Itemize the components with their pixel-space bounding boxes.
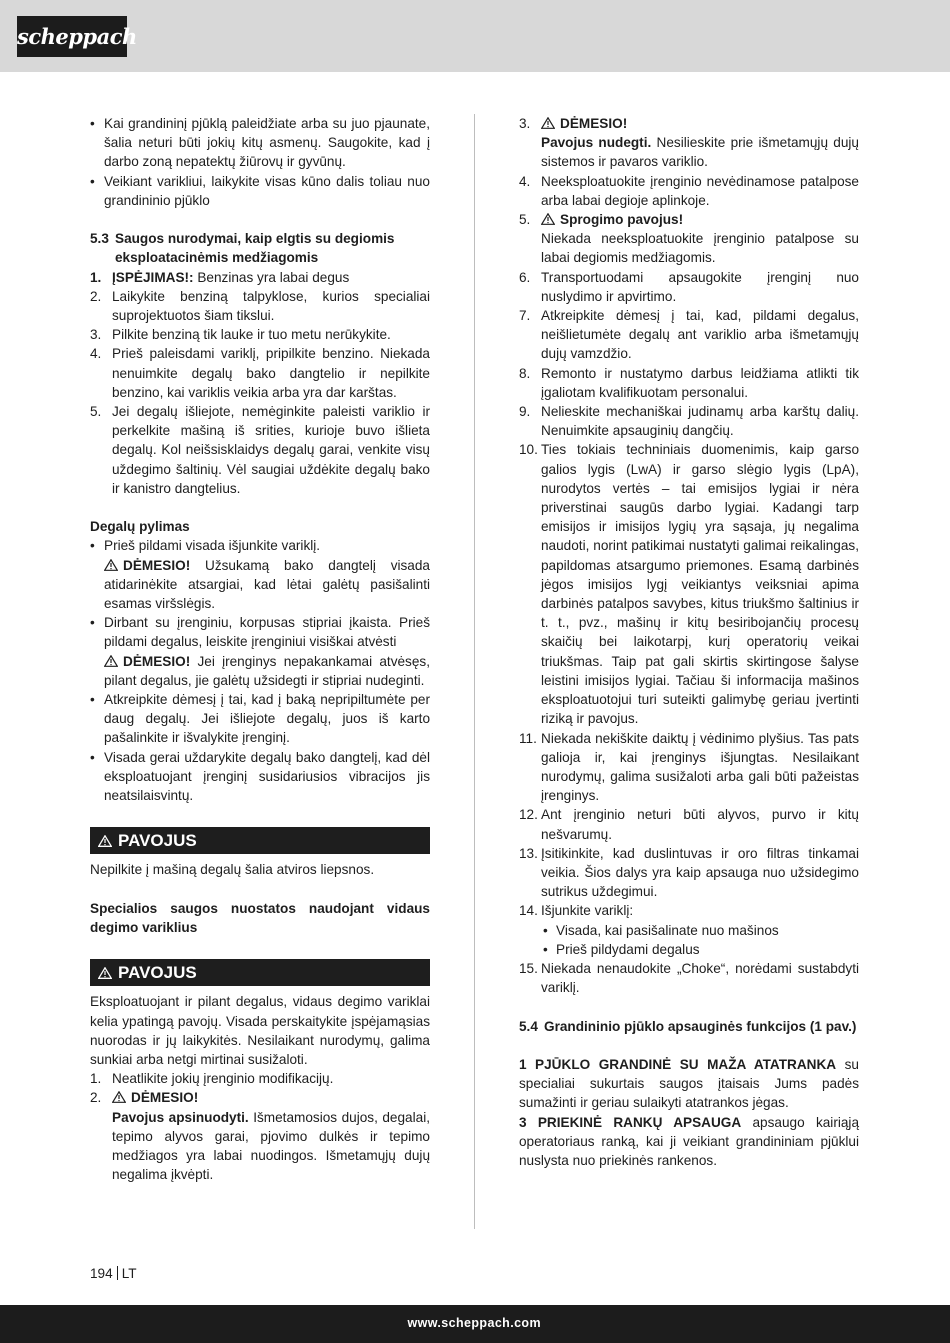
list-item: 4. Neeksploatuokite įrenginio nevėdinamose patalpose arba labai degioje aplinkoje. bbox=[519, 173, 859, 208]
danger-banner: PAVOJUS bbox=[90, 827, 430, 854]
list-item: 6. Transportuodami apsaugokite įrenginį nuo nuslydimo ir apvirtimo. bbox=[519, 269, 859, 304]
list-item: 8. Remonto ir nustatymo darbus leidžiama atlikti tik įgaliotam kvalifikuotam personalui. bbox=[519, 365, 859, 400]
list-item: 12. Ant įrenginio neturi būti alyvos, purvo ir kitų nešvarumų. bbox=[519, 807, 859, 842]
list-item: • Prieš pildami visada išjunkite variklį. bbox=[90, 536, 430, 555]
warning-icon bbox=[541, 117, 555, 129]
section-heading-5-4: 5.4 Grandininio pjūklo apsauginės funkcijos (1 pav.) bbox=[519, 1018, 857, 1034]
feature-text: 3 PRIEKINĖ RANKŲ APSAUGA apsaugo kairiąją operatoriaus ranką, kai ji veikiant grandininiam pjūklui nuslysta nuo priekinės rankenos. bbox=[519, 1114, 860, 1168]
section-heading-5-3: 5.3 Saugos nurodymai, kaip elgtis su degiomis eksploatacinėmis medžiagomis bbox=[90, 231, 395, 266]
list-item: 1. ĮSPĖJIMAS!: Benzinas yra labai degus bbox=[90, 269, 350, 285]
danger-text: Eksploatuojant ir pilant degalus, vidaus degimo variklai kelia ypatingą pavojų. Visada perskaitykite įspėjamąsias nuorodas ir jų laikykitės. Nesilaikant nurodymų, galima sunkiai arba netgi mirtinai susižaloti. bbox=[90, 994, 430, 1068]
list-item: 7. Atkreipkite dėmesį į tai, kad, pildami degalus, neišlietumėte degalų ant variklio arba išmetamųjų dujų vamzdžio. bbox=[519, 308, 859, 362]
warning-note: DĖMESIO! Jei įrenginys nepakankamai atvėsęs, pilant degalus, jie galėtų užsidegti ir stipriai nudeginti. bbox=[104, 653, 430, 688]
language-code: LT bbox=[121, 1266, 137, 1281]
warning-icon bbox=[112, 1091, 126, 1103]
list-item: • Atkreipkite dėmesį į tai, kad į baką nepripiltumėte per daug degalų. Jei išliejote degalų, juos iš karto pašalinkite ir išvalykite įrenginį. bbox=[90, 690, 430, 748]
list-item: 14. Išjunkite variklį: bbox=[519, 903, 634, 919]
warning-note: Pavojus nudegti. Nesilieskite prie išmetamųjų dujų sistemos ir pavaros variklio. bbox=[541, 135, 859, 170]
header-bar bbox=[0, 0, 950, 72]
list-item: 9. Nelieskite mechaniškai judinamų arba karštų dalių. Nenuimkite apsauginių dangčių. bbox=[519, 404, 859, 439]
warning-icon bbox=[541, 213, 555, 225]
special-heading: Specialios saugos nuostatos naudojant vidaus degimo variklius bbox=[90, 900, 430, 936]
fuel-heading: Degalų pylimas bbox=[90, 519, 190, 535]
warning-note: Niekada neeksploatuokite įrenginio patalpose su labai degiomis medžiagomis. bbox=[541, 231, 859, 266]
right-column bbox=[519, 114, 859, 1170]
list-item: • Visada gerai uždarykite degalų bako dangtelį, kad dėl eksploatuojant įrenginį susidariusios vibracijos jis neatsilaisvintų. bbox=[90, 748, 430, 806]
warning-icon bbox=[104, 559, 118, 571]
list-item: 13. Įsitikinkite, kad duslintuvas ir oro filtras tinkamai veikia. Šios dalys yra kaip apsauga nuo užsidegimo sutrikus uždegimui. bbox=[519, 845, 859, 900]
danger-banner: PAVOJUS bbox=[90, 959, 430, 986]
brand-logo: scheppach bbox=[17, 16, 127, 57]
list-item: • Veikiant varikliui, laikykite visas kūno dalis toliau nuo grandininio pjūklo bbox=[90, 172, 430, 210]
list-item: 2. Laikykite benziną talpyklose, kurios specialiai suprojektuotos šiam tikslui. bbox=[90, 288, 430, 324]
page-number: 194 bbox=[90, 1266, 113, 1281]
list-item: 4. Prieš paleisdami variklį, pripilkite benzino. Niekada nenuimkite degalų bako dangtelio ir nepilkite benzino, kai variklis veikia arba yra dar karštas. bbox=[90, 346, 430, 400]
list-item: 11. Niekada nekiškite daiktų į vėdinimo plyšius. Tas pats galioja ir, kai įrenginys išjungtas. Nesilaikant nurodymų, galima susižaloti arba gali būti pažeistas įrenginys. bbox=[519, 730, 859, 804]
warning-note: DĖMESIO! Užsukamą bako dangtelį visada atidarinėkite atsargiai, kad lėtai galėtų pasišalinti esamas viršslėgis. bbox=[104, 557, 430, 612]
warning-icon bbox=[98, 967, 112, 979]
feature-text: 1 PJŪKLO GRANDINĖ SU MAŽA ATATRANKA su specialiai sukurtais saugos įtaisais Jums padės sumažinti ir geriau sulaikyti atatrankos jėgas. bbox=[519, 1056, 859, 1111]
list-item: 5. Sprogimo pavojus! bbox=[519, 212, 684, 228]
footer-bar bbox=[0, 1305, 950, 1343]
website-link[interactable]: www.scheppach.com bbox=[407, 1316, 541, 1330]
list-item: 2. DĖMESIO! bbox=[90, 1090, 199, 1106]
column-divider bbox=[474, 114, 475, 1229]
list-item: • Dirbant su įrenginiu, korpusas stipriai įkaista. Prieš pildami degalus, leiskite įrenginiui visiškai atvėsti bbox=[90, 613, 430, 651]
left-column bbox=[90, 114, 430, 1184]
warning-icon bbox=[104, 655, 118, 667]
warning-icon bbox=[98, 835, 112, 847]
footer-separator bbox=[117, 1266, 118, 1280]
list-item: 5. Jei degalų išliejote, nemėginkite paleisti variklio ir perkelkite mašiną iš srities, kurioje buvo išlieta degalų. Kol neišsisklaidys degalų garai, venkite visų uždegimo šaltinių. Vėl saugiai uždėkite degalų bako ir kanistro dangtelius. bbox=[90, 404, 430, 496]
danger-text: Nepilkite į mašiną degalų šalia atviros liepsnos. bbox=[90, 862, 375, 878]
warning-note: Pavojus apsinuodyti. Išmetamosios dujos, degalai, tepimo alyvos garai, pjovimo dulkės ir tepimo medžiagos yra labai nuodingos. Išmetamųjų dujų negalima įkvėpti. bbox=[112, 1109, 430, 1183]
list-item: 3. Pilkite benziną tik lauke ir tuo metu nerūkykite. bbox=[90, 327, 391, 343]
list-item: • Prieš pildydami degalus bbox=[519, 940, 859, 959]
list-item: 10. Ties tokiais techniniais duomenimis, kaip garso galios lygis (LwA) ir garso slėgio lygis (LpA), nurodytos vertės – tai emisijos lygiai ir nėra priverstinai saugūs darbo lygiai. Kadangi tarp emisijos ir imisijos lygių yra sąsaja, jų negalima naudoti, norint patikimai nustatyti galimai reikalingas, papildomas atsargumo priemones. Esamą darbinės jėgos imisijos lygį veikiantys veiksniai apima darbinės patalpos savybes, kitus triukšmo šaltinius ir t. t., pvz., mašinų ir kitų besiribojančių procesų skaičių bei laikotarpį, kurį operatorių veikai triukšmas. Taip pat gali skirtis skirtingose šalyse leistini imisijos lygiai. Tačiau ši informacija mašinos eksploatuotojui turi suteikti galimybę geriau įvertinti riziką ir pavojus. bbox=[519, 442, 859, 727]
list-item: 15. Niekada nenaudokite „Choke“, norėdami sustabdyti variklį. bbox=[519, 960, 859, 996]
list-item: • Kai grandininį pjūklą paleidžiate arba su juo pjaunate, šalia neturi būti jokių kitų asmenų. Saugokite, kad į darbo zoną nepatektų žiūrovų ir gyvūnų. bbox=[90, 114, 430, 172]
list-item: • Visada, kai pasišalinate nuo mašinos bbox=[519, 921, 859, 940]
list-item: 1. Neatlikite jokių įrenginio modifikacijų. bbox=[90, 1071, 334, 1087]
list-item: 3. DĖMESIO! bbox=[519, 116, 628, 131]
page-footer bbox=[90, 1266, 137, 1281]
